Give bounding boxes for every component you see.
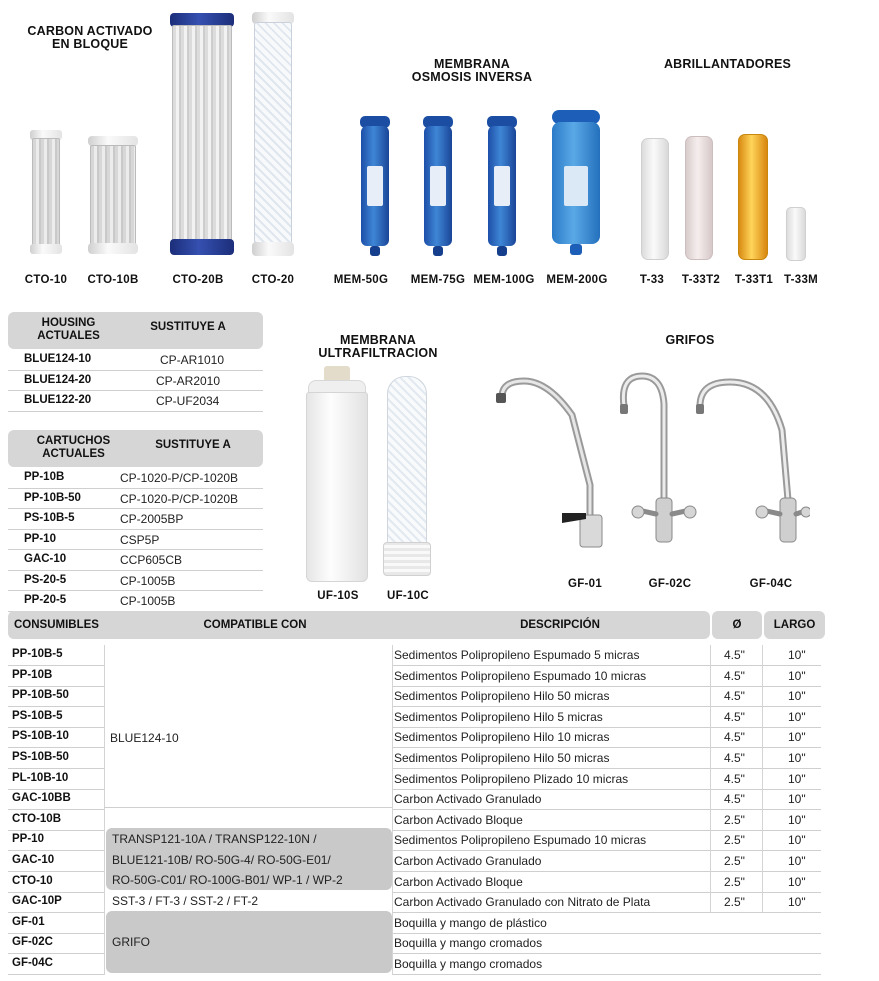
- consumable-code: GAC-10: [12, 854, 55, 866]
- product-label-t-33t1: T-33T1: [734, 274, 774, 286]
- cartridge-cell: CCP605CB: [120, 553, 183, 567]
- consumable-code: PS-10B-50: [12, 751, 69, 763]
- consumable-diameter: 2.5": [724, 895, 745, 910]
- consumable-code: CTO-10B: [12, 812, 61, 825]
- cartridge-cell: PS-20-5: [24, 573, 67, 586]
- consumable-diameter: 2.5": [724, 833, 745, 848]
- consumable-length: 10": [788, 689, 806, 704]
- faucet-gf-04c-image: [690, 370, 810, 560]
- housing-cell: CP-AR2010: [156, 373, 221, 388]
- consumable-diameter: 2.5": [724, 854, 745, 868]
- compat-grifo: GRIFO: [112, 935, 150, 949]
- housing-cell: CP-UF2034: [156, 394, 220, 408]
- cartridge-cell: CSP5P: [120, 532, 160, 547]
- table-row: [8, 571, 263, 592]
- consumable-description: Boquilla y mango de plástico: [394, 915, 547, 930]
- compat-transp-line1: TRANSP121-10A / TRANSP122-10N /: [112, 832, 317, 846]
- membrane-mem-75g-image: [420, 108, 456, 256]
- polish-section-title: ABRILLANTADORES: [663, 57, 792, 71]
- product-label-gf-01: GF-01: [567, 578, 603, 590]
- consumable-description: Sedimentos Polipropileno Hilo 10 micras: [394, 730, 610, 745]
- compat-transp-line2: BLUE121-10B/ RO-50G-4/ RO-50G-E01/: [112, 853, 331, 867]
- housing-table-header: [8, 312, 263, 349]
- consumable-description: Sedimentos Polipropileno Hilo 50 micras: [394, 751, 610, 765]
- consumable-length: 10": [788, 792, 806, 807]
- carbon-section-title: [15, 25, 165, 51]
- column-divider: [710, 645, 711, 912]
- cartridge-cell: CP-1020-P/CP-1020B: [120, 491, 239, 506]
- membrane-mem-50g-image: [358, 108, 392, 256]
- consumable-description: Carbon Activado Bloque: [394, 812, 523, 827]
- ro-title-line2: OSMOSIS INVERSA: [411, 70, 533, 84]
- group-divider: [104, 807, 392, 808]
- consumable-length: 10": [788, 751, 806, 765]
- cartridge-cell: PP-10B-50: [24, 491, 81, 504]
- consumable-code: GAC-10BB: [12, 792, 71, 805]
- product-label-mem-100g: MEM-100G: [473, 274, 535, 286]
- membrane-mem-100g-image: [484, 108, 520, 256]
- consumable-description: Sedimentos Polipropileno Espumado 10 micras: [394, 833, 647, 848]
- consumable-length: 10": [788, 854, 806, 868]
- cartridge-header-col1: CARTUCHOS ACTUALES: [36, 435, 111, 460]
- cartridge-cell: PS-10B-5: [24, 512, 75, 524]
- consumable-code: PP-10B-5: [12, 648, 63, 660]
- consumables-col-compatible: COMPATIBLE CON: [203, 619, 307, 631]
- consumable-description: Sedimentos Polipropileno Plizado 10 micras: [394, 771, 629, 786]
- housing-cell: CP-AR1010: [160, 353, 225, 367]
- compat-sst: SST-3 / FT-3 / SST-2 / FT-2: [112, 894, 259, 908]
- housing-header-col2: SUSTITUYE A: [150, 321, 226, 333]
- table-row: [8, 489, 263, 510]
- consumable-description: Carbon Activado Granulado: [394, 854, 542, 868]
- consumables-col-consumibles: CONSUMIBLES: [14, 619, 99, 631]
- table-row: [8, 591, 263, 612]
- consumable-diameter: 4.5": [724, 689, 745, 704]
- consumable-code: GF-01: [12, 915, 45, 928]
- consumable-length: 10": [788, 709, 806, 724]
- consumable-code: PP-10B-50: [12, 689, 69, 702]
- consumable-length: 10": [788, 648, 806, 662]
- compat-blue124-10: BLUE124-10: [110, 731, 179, 745]
- product-label-uf-10c: UF-10C: [386, 590, 430, 602]
- cartridge-cell: PP-20-5: [24, 594, 67, 606]
- consumables-col-descripcion: DESCRIPCIÓN: [520, 619, 600, 631]
- cartridge-cell: CP-1020-P/CP-1020B: [120, 471, 239, 485]
- table-row: [8, 550, 263, 571]
- cartridge-cell: GAC-10: [24, 553, 67, 565]
- product-label-cto-10b: CTO-10B: [87, 274, 139, 286]
- faucet-section-title: GRIFOS: [665, 333, 715, 347]
- uf-title-line1: MEMBRANA: [340, 333, 416, 347]
- consumable-code: PP-10B: [12, 668, 53, 681]
- compat-transp-line3: RO-50G-C01/ RO-100G-B01/ WP-1 / WP-2: [112, 873, 343, 887]
- consumable-code: GAC-10P: [12, 895, 62, 908]
- consumable-diameter: 2.5": [724, 812, 745, 827]
- consumable-diameter: 4.5": [724, 709, 745, 724]
- cartridge-cell: CP-2005BP: [120, 512, 184, 526]
- product-label-gf-04c: GF-04C: [749, 578, 793, 590]
- ro-section-title: [392, 58, 552, 84]
- consumable-description: Carbon Activado Bloque: [394, 874, 523, 889]
- consumable-description: Sedimentos Polipropileno Espumado 10 micras: [394, 668, 647, 683]
- consumables-col-largo: LARGO: [773, 619, 816, 631]
- column-divider: [392, 645, 393, 975]
- consumable-code: GF-04C: [12, 957, 53, 969]
- consumable-diameter: 4.5": [724, 792, 745, 807]
- housing-cell: BLUE124-20: [24, 373, 92, 386]
- housing-cell: BLUE124-10: [24, 353, 92, 365]
- product-label-mem-200g: MEM-200G: [546, 274, 608, 286]
- consumable-length: 10": [788, 812, 806, 827]
- ro-title-line1: MEMBRANA: [434, 57, 510, 71]
- column-divider: [762, 645, 763, 912]
- cartridge-table-header: [8, 430, 263, 467]
- consumable-description: Carbon Activado Granulado: [394, 792, 542, 807]
- cartridge-cell: CP-1005B: [120, 594, 176, 608]
- consumable-diameter: 4.5": [724, 751, 745, 765]
- consumable-description: Boquilla y mango cromados: [394, 936, 543, 951]
- product-label-cto-20: CTO-20: [251, 274, 295, 286]
- consumable-description: Boquilla y mango cromados: [394, 957, 543, 971]
- table-row: [8, 391, 263, 412]
- consumable-code: CTO-10: [12, 874, 53, 887]
- table-row: [8, 468, 263, 489]
- product-label-gf-02c: GF-02C: [648, 578, 692, 590]
- consumable-length: 10": [788, 730, 806, 745]
- row-divider: [392, 974, 821, 975]
- membrane-mem-200g-image: [546, 108, 606, 256]
- consumable-diameter: 4.5": [724, 648, 745, 662]
- product-label-cto-20b: CTO-20B: [172, 274, 224, 286]
- table-row: [8, 509, 263, 530]
- consumable-description: Sedimentos Polipropileno Hilo 50 micras: [394, 689, 610, 704]
- uf-10s-image: [304, 366, 370, 584]
- carbon-title-line2: EN BLOQUE: [51, 37, 129, 51]
- polisher-t-33t1-image: [738, 134, 768, 260]
- table-row: [8, 371, 263, 392]
- table-row: [8, 530, 263, 551]
- product-label-t-33: T-33: [639, 274, 665, 286]
- consumable-code: PS-10B-5: [12, 709, 63, 722]
- uf-section-title: [288, 334, 468, 360]
- product-label-mem-50g: MEM-50G: [333, 274, 389, 286]
- consumable-description: Sedimentos Polipropileno Espumado 5 micras: [394, 648, 640, 662]
- faucet-gf-01-image: [490, 375, 620, 555]
- consumables-col-diameter: Ø: [732, 619, 742, 631]
- polisher-t-33m-image: [786, 207, 806, 261]
- polisher-t-33-image: [641, 138, 669, 260]
- uf-title-line2: ULTRAFILTRACION: [318, 346, 438, 360]
- cartridge-cto-20-image: [252, 12, 294, 256]
- consumable-diameter: 4.5": [724, 668, 745, 683]
- cartridge-cell: PP-10: [24, 532, 56, 545]
- consumable-code: PP-10: [12, 833, 44, 846]
- product-label-t-33t2: T-33T2: [681, 274, 721, 286]
- consumable-code: PS-10B-10: [12, 730, 69, 743]
- product-label-cto-10: CTO-10: [24, 274, 68, 286]
- product-label-mem-75g: MEM-75G: [410, 274, 466, 286]
- consumable-length: 10": [788, 668, 806, 683]
- consumable-length: 10": [788, 895, 806, 910]
- table-row: [8, 350, 263, 371]
- product-label-t-33m: T-33M: [783, 274, 819, 286]
- consumable-code: PL-10B-10: [12, 771, 69, 784]
- faucet-gf-02c-image: [610, 370, 700, 560]
- cartridge-cell: PP-10B: [24, 471, 65, 483]
- cartridge-cto-10-image: [30, 130, 62, 255]
- consumable-diameter: 4.5": [724, 771, 745, 786]
- column-divider: [104, 645, 105, 975]
- housing-cell: BLUE122-20: [24, 394, 92, 406]
- row-divider: [8, 974, 104, 975]
- consumable-length: 10": [788, 771, 806, 786]
- housing-header-col1: HOUSING ACTUALES: [37, 317, 100, 342]
- cartridge-cto-20b-image: [170, 13, 234, 255]
- consumable-code: GF-02C: [12, 936, 53, 949]
- consumable-diameter: 2.5": [724, 874, 745, 889]
- cartridge-cto-10b-image: [88, 136, 138, 254]
- consumable-description: Sedimentos Polipropileno Hilo 5 micras: [394, 709, 603, 724]
- product-label-uf-10s: UF-10S: [317, 590, 359, 602]
- polisher-t-33t2-image: [685, 136, 713, 260]
- uf-10c-image: [381, 376, 433, 576]
- consumable-length: 10": [788, 874, 806, 889]
- cartridge-header-col2: SUSTITUYE A: [155, 439, 231, 451]
- cartridge-cell: CP-1005B: [120, 573, 176, 588]
- carbon-title-line1: CARBON ACTIVADO: [27, 24, 153, 38]
- consumable-length: 10": [788, 833, 806, 848]
- consumable-description: Carbon Activado Granulado con Nitrato de Plata: [394, 895, 651, 910]
- consumable-diameter: 4.5": [724, 730, 745, 745]
